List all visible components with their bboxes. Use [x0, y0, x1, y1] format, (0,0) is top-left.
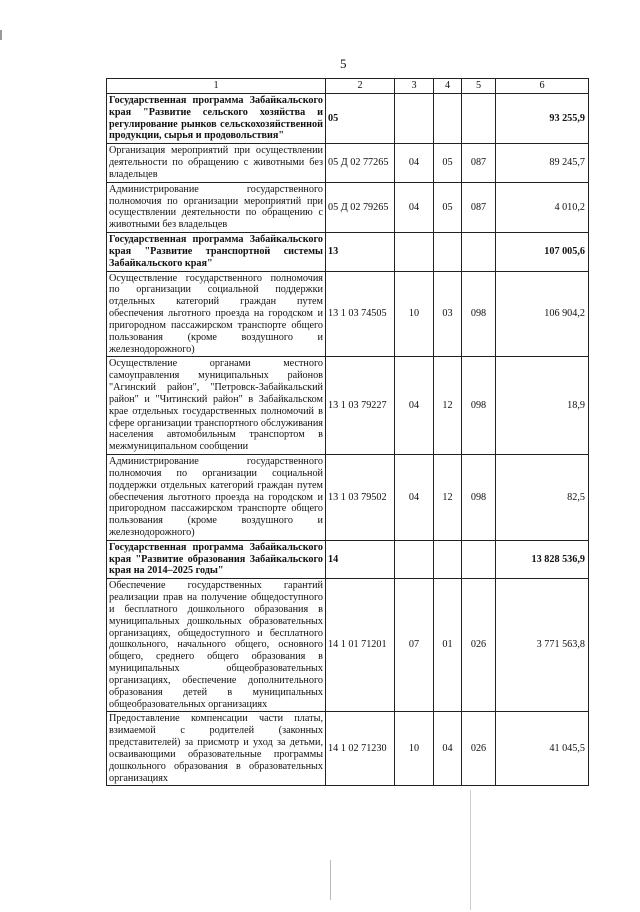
col-header-2: 2 — [326, 79, 395, 94]
row-section: 04 — [395, 182, 434, 232]
row-subsection: 01 — [434, 579, 462, 712]
row-expense-type: 087 — [462, 144, 496, 182]
row-section — [395, 233, 434, 271]
col-header-6: 6 — [496, 79, 589, 94]
row-expense-type: 098 — [462, 357, 496, 455]
row-amount: 107 005,6 — [496, 233, 589, 271]
row-subsection: 12 — [434, 455, 462, 541]
page-number: 5 — [340, 56, 347, 71]
row-section: 04 — [395, 144, 434, 182]
row-subsection: 05 — [434, 182, 462, 232]
row-target-code: 05 Д 02 77265 — [326, 144, 395, 182]
row-name: Администрирование государственного полномочия по организации социальной поддержки отдельных категорий граждан путем обеспечения льготного проезда на городском и пригородном пассажирском транспорте общего пользования (кроме воздушного и железнодорожного) — [107, 455, 326, 541]
row-section: 07 — [395, 579, 434, 712]
scan-mark — [330, 860, 331, 900]
row-expense-type: 026 — [462, 579, 496, 712]
row-target-code: 14 — [326, 540, 395, 578]
col-header-5: 5 — [462, 79, 496, 94]
table-row — [107, 182, 589, 232]
row-subsection — [434, 94, 462, 144]
program-row — [107, 94, 589, 144]
col-header-4: 4 — [434, 79, 462, 94]
row-subsection — [434, 540, 462, 578]
col-header-3: 3 — [395, 79, 434, 94]
row-name: Организация мероприятий при осуществлении деятельности по обращению с животными без владельцев — [107, 144, 326, 182]
row-expense-type: 087 — [462, 182, 496, 232]
table-row — [107, 455, 589, 541]
row-target-code: 13 — [326, 233, 395, 271]
row-amount: 93 255,9 — [496, 94, 589, 144]
row-expense-type: 098 — [462, 271, 496, 357]
row-expense-type — [462, 94, 496, 144]
row-subsection: 12 — [434, 357, 462, 455]
table-header-row — [107, 79, 589, 94]
row-expense-type: 098 — [462, 455, 496, 541]
row-amount: 82,5 — [496, 455, 589, 541]
table-row — [107, 712, 589, 786]
budget-table — [106, 78, 589, 786]
row-subsection: 03 — [434, 271, 462, 357]
row-name: Осуществление органами местного самоуправления муниципальных районов "Агинский район", "Петровск-Забайкальский район" и "Читинский район" в Забайкальском крае отдельных государственных полномочий в сфере организации транспортного обслуживания населения автомобильным транспортом в межмуниципальном сообщении — [107, 357, 326, 455]
table-row — [107, 357, 589, 455]
program-row — [107, 540, 589, 578]
row-amount: 4 010,2 — [496, 182, 589, 232]
table-row — [107, 579, 589, 712]
row-name: Государственная программа Забайкальского края "Развитие образования Забайкальского края на 2014–2025 годы" — [107, 540, 326, 578]
row-amount: 3 771 563,8 — [496, 579, 589, 712]
row-subsection — [434, 233, 462, 271]
row-target-code: 05 — [326, 94, 395, 144]
row-name: Администрирование государственного полномочия по организации мероприятий при осуществлении деятельности по обращению с животными без владельцев — [107, 182, 326, 232]
scan-mark — [0, 30, 2, 40]
row-target-code: 14 1 02 71230 — [326, 712, 395, 786]
row-target-code: 05 Д 02 79265 — [326, 182, 395, 232]
row-amount: 106 904,2 — [496, 271, 589, 357]
row-target-code: 13 1 03 79227 — [326, 357, 395, 455]
row-section: 10 — [395, 712, 434, 786]
row-target-code: 14 1 01 71201 — [326, 579, 395, 712]
row-section: 10 — [395, 271, 434, 357]
row-name: Обеспечение государственных гарантий реализации прав на получение общедоступного и бесплатного дошкольного образования в муниципальных дошкольных образовательных организациях, общедоступного и бесплатного дошкольного, начального общего, основного общего, среднего общего образования в муниципальных общеобразовательных организациях, обеспечение дополнительного образования детей в муниципальных общеобразовательных организациях — [107, 579, 326, 712]
row-target-code: 13 1 03 79502 — [326, 455, 395, 541]
table-row — [107, 271, 589, 357]
row-expense-type — [462, 233, 496, 271]
row-amount: 89 245,7 — [496, 144, 589, 182]
row-expense-type — [462, 540, 496, 578]
row-amount: 18,9 — [496, 357, 589, 455]
col-header-1: 1 — [107, 79, 326, 94]
row-subsection: 05 — [434, 144, 462, 182]
scan-mark — [470, 790, 471, 910]
row-name: Осуществление государственного полномочия по организации социальной поддержки отдельных категорий граждан путем обеспечения льготного проезда на городском и пригородном пассажирском транспорте общего пользования (кроме воздушного и железнодорожного) — [107, 271, 326, 357]
program-row — [107, 233, 589, 271]
row-expense-type: 026 — [462, 712, 496, 786]
row-name: Предоставление компенсации части платы, взимаемой с родителей (законных представителей) за присмотр и уход за детьми, осваивающими образовательные программы дошкольного образования в образовательных организациях — [107, 712, 326, 786]
row-amount: 41 045,5 — [496, 712, 589, 786]
row-section — [395, 540, 434, 578]
row-amount: 13 828 536,9 — [496, 540, 589, 578]
table-row — [107, 144, 589, 182]
row-section — [395, 94, 434, 144]
row-subsection: 04 — [434, 712, 462, 786]
row-target-code: 13 1 03 74505 — [326, 271, 395, 357]
row-name: Государственная программа Забайкальского края "Развитие транспортной системы Забайкальского края" — [107, 233, 326, 271]
row-section: 04 — [395, 357, 434, 455]
row-name: Государственная программа Забайкальского края "Развитие сельского хозяйства и регулирование рынков сельскохозяйственной продукции, сырья и продовольствия" — [107, 94, 326, 144]
row-section: 04 — [395, 455, 434, 541]
